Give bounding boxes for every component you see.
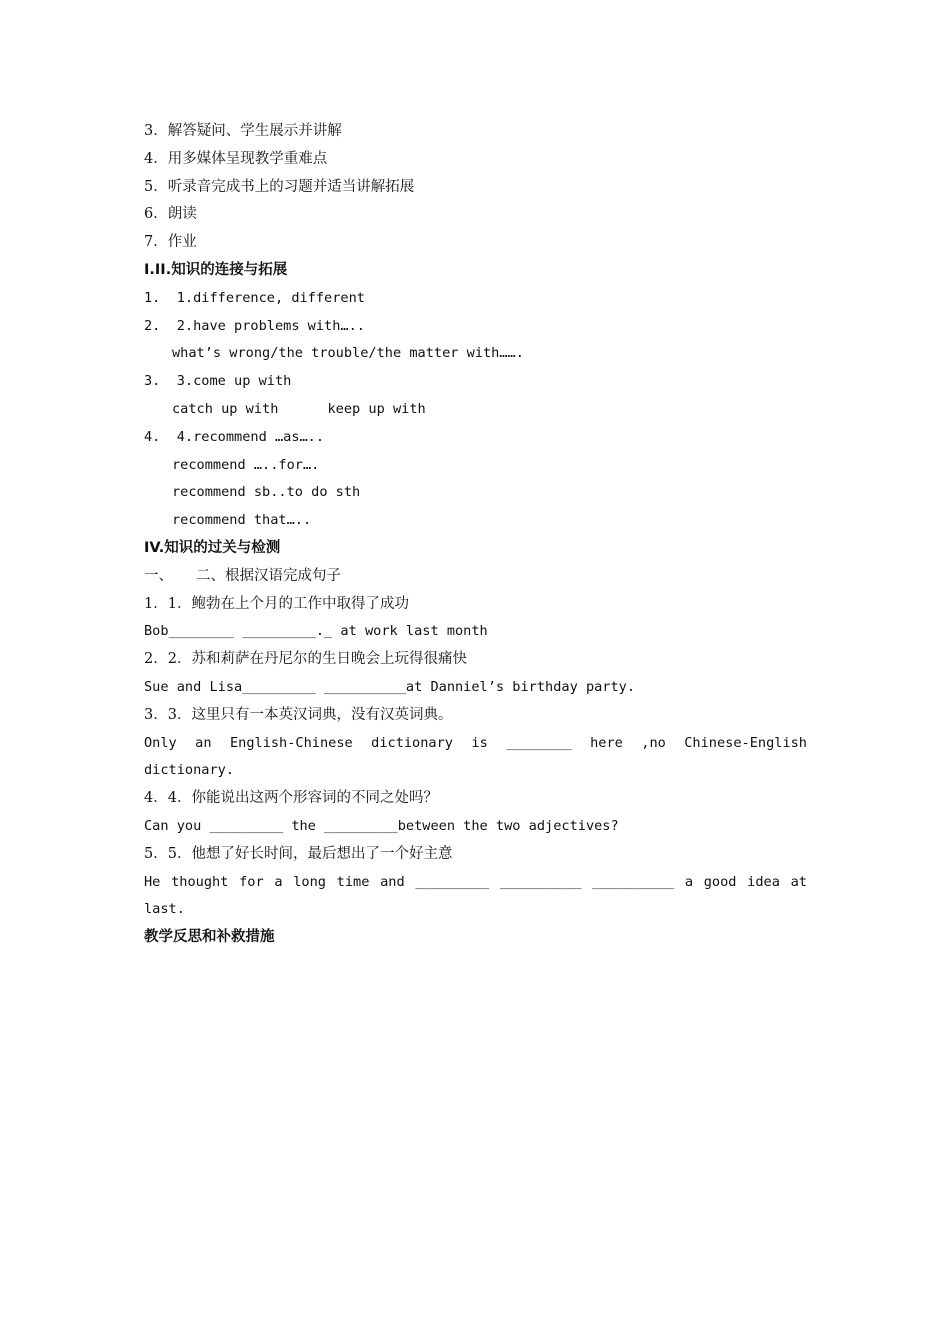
question-1-english: Bob________ _________._ at work last month (144, 623, 488, 640)
question-5-english-line-2: last. (144, 901, 185, 918)
question-5-english-line-1: He thought for a long time and _________ __________ __________ a good idea at (144, 873, 807, 890)
expansion-item-2-detail: what’s wrong/the trouble/the matter with……. (172, 345, 524, 362)
expansion-item-2: 2. 2.have problems with….. (144, 317, 365, 334)
section-4-heading: IV.知识的过关与检测 (144, 539, 281, 556)
expansion-item-3: 3. 3.come up with (144, 373, 292, 390)
question-3-english-line-1: Only an English-Chinese dictionary is ________ here ,no Chinese-English (144, 734, 807, 751)
question-2-english: Sue and Lisa_________ __________at Danniel’s birthday party. (144, 678, 636, 695)
question-2-chinese: 2．2．苏和莉萨在丹尼尔的生日晚会上玩得很痛快 (144, 651, 467, 668)
question-5-chinese: 5．5．他想了好长时间，最后想出了一个好主意 (144, 845, 453, 862)
document-body (144, 118, 807, 952)
step-6: 6．朗读 (144, 206, 197, 223)
step-5: 5．听录音完成书上的习题并适当讲解拓展 (144, 178, 415, 195)
section-3-heading: I.II.知识的连接与拓展 (144, 261, 288, 278)
expansion-item-1: 1. 1.difference, different (144, 289, 365, 306)
step-4: 4．用多媒体呈现教学重难点 (144, 150, 328, 167)
step-3: 3．解答疑问、学生展示并讲解 (144, 123, 342, 139)
section-4-subheading: 一、 二、根据汉语完成句子 (144, 567, 342, 584)
expansion-item-4: 4. 4.recommend …as….. (144, 428, 325, 445)
expansion-item-4-detail-c: recommend that….. (172, 512, 312, 529)
question-4-english: Can you _________ the _________between the two adjectives? (144, 817, 619, 834)
expansion-item-4-detail-a: recommend …..for…. (172, 456, 320, 473)
expansion-item-3-detail: catch up with keep up with (172, 400, 426, 417)
question-3-english-line-2: dictionary. (144, 762, 235, 779)
step-7: 7．作业 (144, 234, 197, 251)
question-1-chinese: 1．1．鲍勃在上个月的工作中取得了成功 (144, 595, 409, 612)
expansion-item-4-detail-b: recommend sb..to do sth (172, 484, 361, 501)
question-4-chinese: 4．4．你能说出这两个形容词的不同之处吗？ (144, 790, 438, 807)
question-3-chinese: 3．3．这里只有一本英汉词典，没有汉英词典。 (144, 706, 453, 723)
section-5-heading: 教学反思和补救措施 (144, 929, 275, 946)
